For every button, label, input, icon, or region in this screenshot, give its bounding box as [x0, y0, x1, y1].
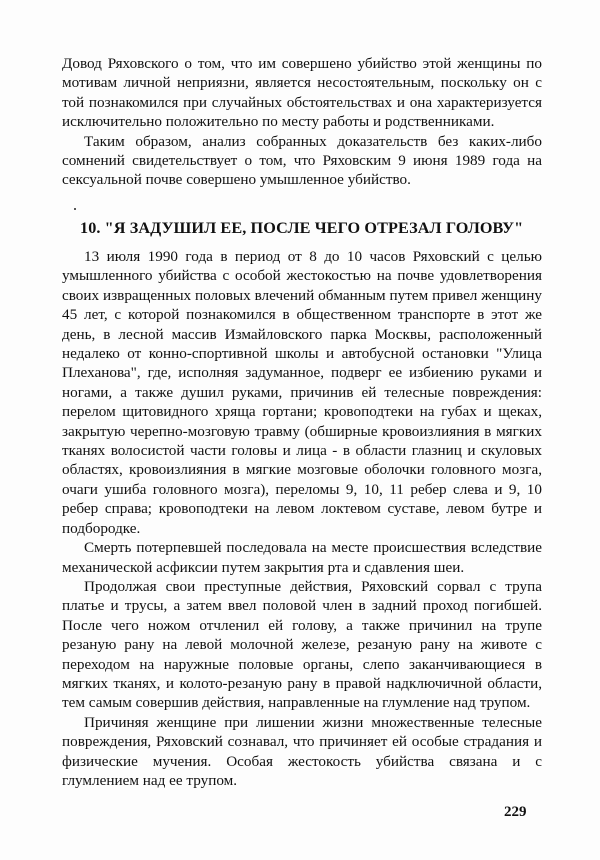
paragraph: Причиняя женщине при лишении жизни множественные телесные повреждения, Ряховский сознавал, что причиняет ей особые страдания и физические мучения. Особая жестокость убийства связана и с глумлением над ее трупом. — [62, 713, 542, 789]
print-speck — [74, 208, 76, 210]
section-body — [62, 247, 542, 790]
paragraph: 13 июля 1990 года в период от 8 до 10 часов Ряховский с целью умышленного убийства с особой жестокостью на почве удовлетворения своих извращенных половых влечений обманным путем привел женщину 45 лет, с которой познакомился в общественном транспорте в этот же день, в лесной массив Измайловского парка Москвы, расположенный недалеко от конно-спортивной школы и автобусной остановки "Улица Плеханова", где, исполняя задуманное, подверг ее избиению руками и ногами, а также душил руками, причинив ей телесные повреждения: перелом щитовидного хряща гортани; кровоподтеки на губах и щеках, закрытую черепно-мозговую травму (обширные кровоизлияния в мягких тканях волосистой части головы и лица - в области глазниц и скуловых областях, кровоизлияния в мягкие мозговые оболочки головного мозга, очаги ушиба головного мозга), переломы 9, 10, 11 ребер слева и 9, 10 ребер справа; кровоподтеки на левом локтевом суставе, левом бутре и подбородке. — [62, 248, 542, 537]
paragraph: Продолжая свои преступные действия, Ряховский сорвал с трупа платье и трусы, а затем ввел половой член в задний проход погибшей. После чего ножом отчленил ей голову, а также причинил на трупе резаную рану на левой молочной железе, резаную рану на животе с переходом на наружные половые органы, слепо заканчивающиеся в мягких тканях, и колото-резаную рану в правой надключичной области, тем самым совершив действия, направленные на глумление над трупом. — [62, 577, 542, 712]
top-text-block — [62, 54, 542, 190]
page-number: 229 — [504, 804, 527, 820]
section-heading: 10. "Я ЗАДУШИЛ ЕЕ, ПОСЛЕ ЧЕГО ОТРЕЗАЛ ГОЛОВУ" — [80, 219, 524, 237]
paragraph: Довод Ряховского о том, что им совершено убийство этой женщины по мотивам личной неприязни, является несостоятельным, поскольку он с той познакомился при случайных обстоятельствах и она характеризуется исключительно положительно по месту работы и родственниками. — [62, 55, 542, 131]
paragraph: Таким образом, анализ собранных доказательств без каких-либо сомнений свидетельствует о том, что Ряховским 9 июня 1989 года на сексуальной почве совершено умышленное убийство. — [62, 132, 542, 189]
paragraph: Смерть потерпевшей последовала на месте происшествия вследствие механической асфиксии путем закрытия рта и сдавления шеи. — [62, 539, 542, 576]
